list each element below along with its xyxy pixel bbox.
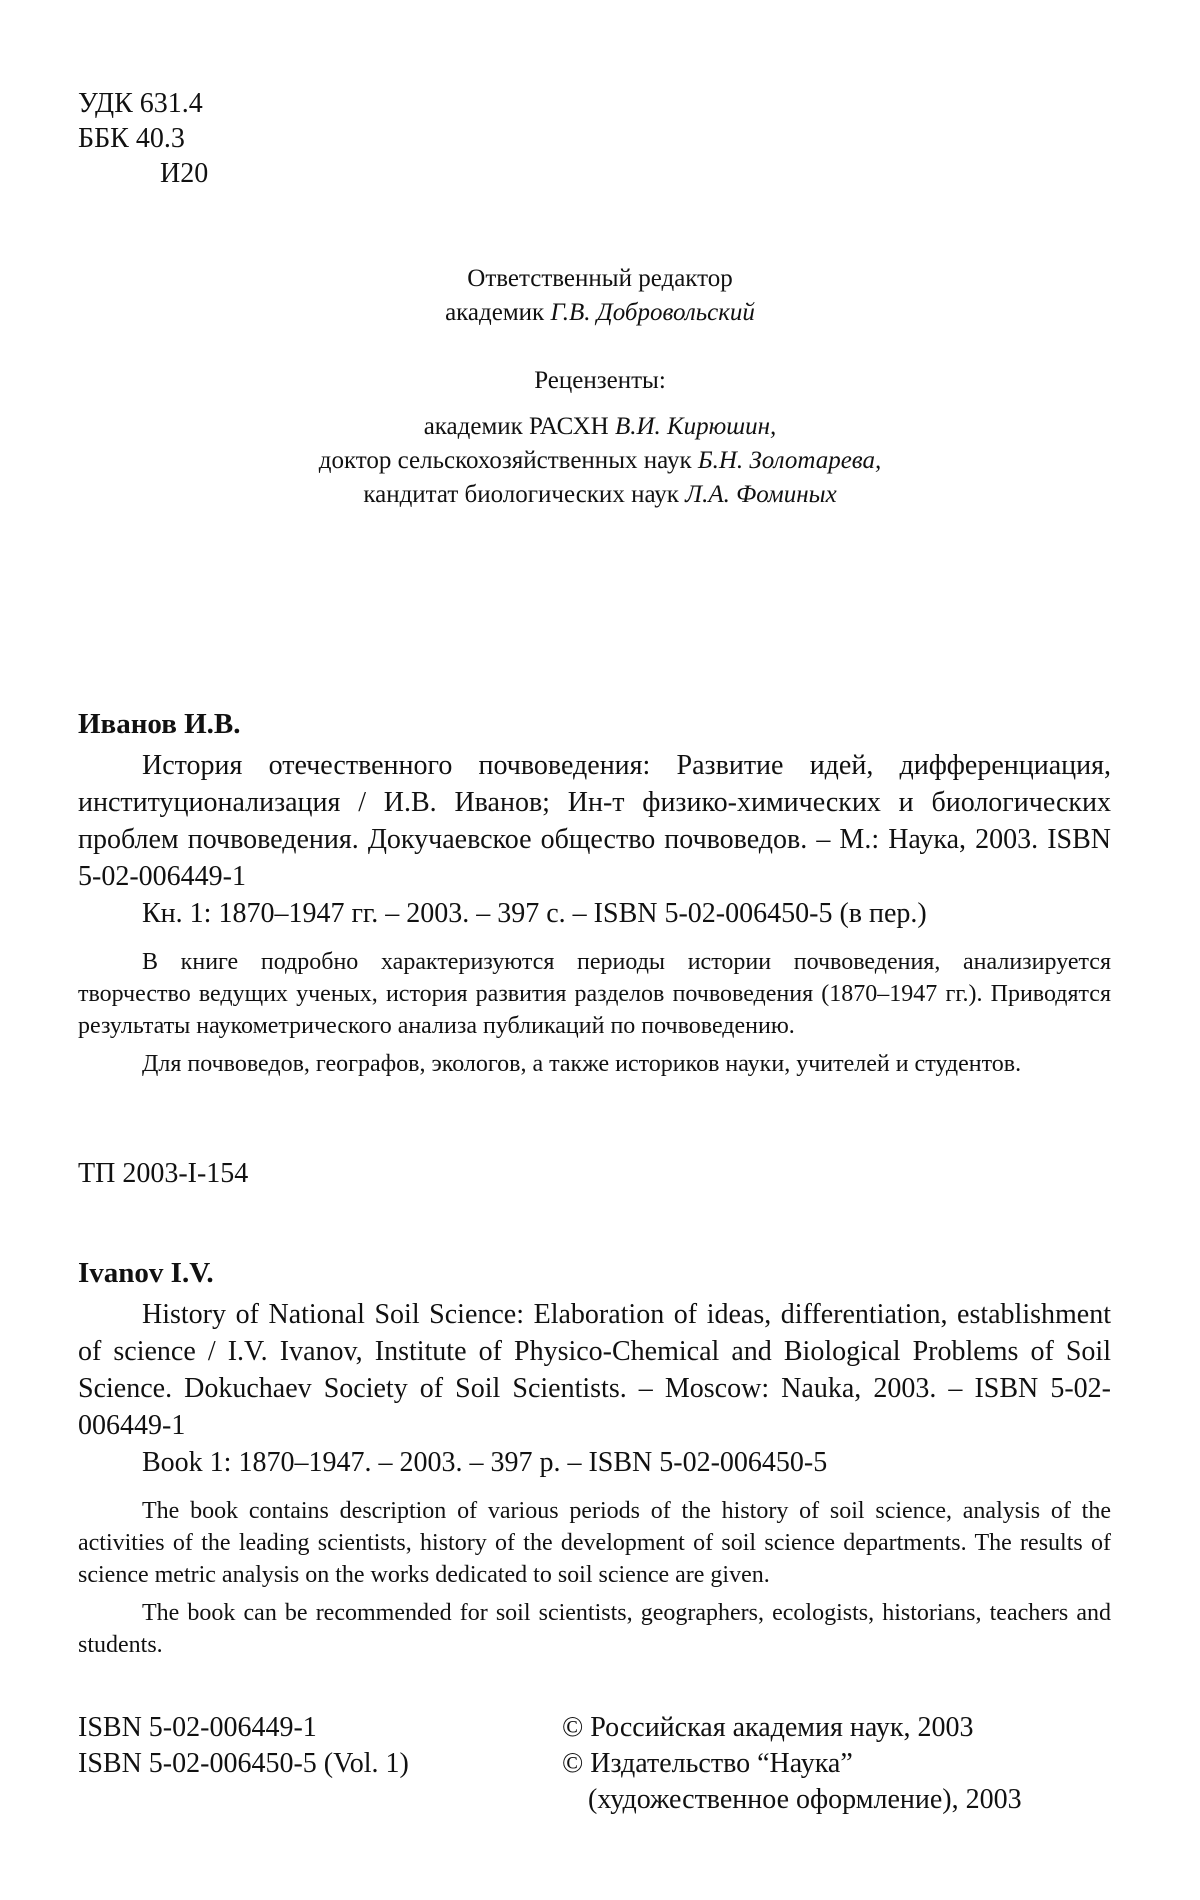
- reviewer-line: [0, 478, 1200, 512]
- reviewer-name: Б.Н. Золотарева,: [698, 447, 881, 474]
- copyright-academy: © Российская академия наук, 2003: [562, 1710, 1022, 1746]
- reviewer-line: [0, 444, 1200, 478]
- editor-rank: академик: [445, 299, 544, 326]
- russian-bibliographic-record: [78, 706, 1111, 1080]
- russian-book-line: Кн. 1: 1870–1947 гг. – 2003. – 397 с. – ISBN 5-02-006450-5 (в пер.): [78, 895, 1111, 932]
- russian-abstract: В книге подробно характеризуются периоды истории почвоведения, анализируется творчество ведущих ученых, история развития разделов почвоведения (1870–1947 гг.). Приводятся результаты наукометрического анализа публикаций по почвоведению.: [78, 946, 1111, 1042]
- editor-title: Ответственный редактор: [0, 262, 1200, 296]
- reviewers-title: Рецензенты:: [0, 364, 1200, 398]
- editor-name: Г.В. Добровольский: [550, 299, 754, 326]
- english-audience: The book can be recommended for soil scientists, geographers, ecologists, historians, teachers and students.: [78, 1597, 1111, 1661]
- editor-block: [0, 262, 1200, 330]
- editor-line: [0, 296, 1200, 330]
- reviewer-rank: академик РАСХН: [424, 413, 609, 440]
- udk-code: УДК 631.4: [78, 86, 208, 121]
- reviewer-rank: кандитат биологических наук: [363, 481, 679, 508]
- english-author: Ivanov I.V.: [78, 1255, 1111, 1292]
- reviewer-name: В.И. Кирюшин,: [615, 413, 776, 440]
- reviewer-line: [0, 410, 1200, 444]
- reviewers-block: [0, 364, 1200, 512]
- russian-author: Иванов И.В.: [78, 706, 1111, 743]
- copyright-publisher: © Издательство “Наука”: [562, 1746, 1022, 1782]
- tp-code: ТП 2003-I-154: [78, 1158, 248, 1190]
- isbn-volume: ISBN 5-02-006450-5 (Vol. 1): [78, 1746, 409, 1782]
- isbn-block: [78, 1710, 409, 1782]
- bbk-code: ББК 40.3: [78, 121, 208, 156]
- copyright-design: (художественное оформление), 2003: [562, 1782, 1022, 1818]
- isbn-general: ISBN 5-02-006449-1: [78, 1710, 409, 1746]
- classification-codes: [78, 86, 208, 191]
- english-title-description: History of National Soil Science: Elaboration of ideas, differentiation, establishment of science / I.V. Ivanov, Institute of Physico-Chemical and Biological Problems of Soil Science. Dokuchaev Society of Soil Scientists. – Moscow: Nauka, 2003. – ISBN 5-02-006449-1: [78, 1296, 1111, 1444]
- copyright-block: [562, 1710, 1022, 1818]
- russian-title-description: История отечественного почвоведения: Развитие идей, дифференциация, институционализация / И.В. Иванов; Ин-т физико-химических и биологических проблем почвоведения. Докучаевское общество почвоведов. – М.: Наука, 2003. ISBN 5-02-006449-1: [78, 747, 1111, 895]
- english-abstract: The book contains description of various periods of the history of soil science, analysis of the activities of the leading scientists, history of the development of soil science departments. The results of science metric analysis on the works dedicated to soil science are given.: [78, 1495, 1111, 1591]
- english-bibliographic-record: [78, 1255, 1111, 1661]
- english-book-line: Book 1: 1870–1947. – 2003. – 397 p. – ISBN 5-02-006450-5: [78, 1444, 1111, 1481]
- russian-audience: Для почвоведов, географов, экологов, а также историков науки, учителей и студентов.: [78, 1048, 1111, 1080]
- reviewer-name: Л.А. Фоминых: [685, 481, 837, 508]
- author-mark: И20: [78, 156, 208, 191]
- reviewer-rank: доктор сельскохозяйственных наук: [319, 447, 692, 474]
